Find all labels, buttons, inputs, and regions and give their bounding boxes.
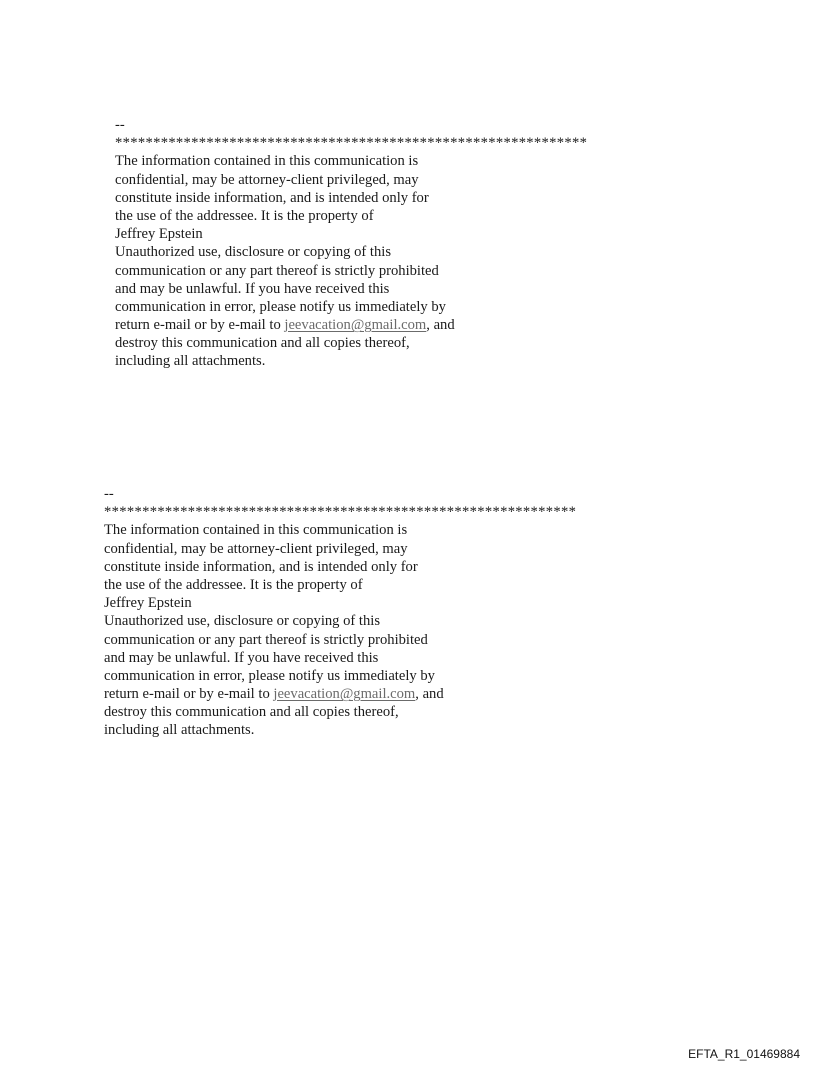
disclaimer-line: including all attachments. [104, 722, 255, 739]
disclaimer-line: Jeffrey Epstein [104, 595, 192, 612]
disclaimer-line: Unauthorized use, disclosure or copying of this [115, 244, 392, 261]
disclaimer-line: communication in error, please notify us immediately by [115, 298, 446, 315]
asterisk-divider: ************************************************************** [104, 504, 577, 521]
disclaimer-email-line [104, 685, 576, 703]
signature-separator: -- [115, 117, 125, 133]
document-id: EFTA_R1_01469884 [688, 1047, 800, 1061]
disclaimer-line: The information contained in this communication is [115, 153, 419, 170]
disclaimer-line: including all attachments. [115, 353, 266, 370]
disclaimer-line: constitute inside information, and is intended only for [115, 189, 429, 206]
disclaimer-line: and may be unlawful. If you have received this [115, 280, 390, 297]
email-prefix-text: return e-mail or by e-mail to [115, 317, 285, 334]
email-prefix-text: return e-mail or by e-mail to [104, 686, 274, 703]
disclaimer-line: communication in error, please notify us immediately by [104, 667, 435, 684]
disclaimer-line: Unauthorized use, disclosure or copying of this [104, 613, 381, 630]
disclaimer-line: and may be unlawful. If you have received this [104, 649, 379, 666]
disclaimer-line: Jeffrey Epstein [115, 226, 203, 243]
disclaimer-line: The information contained in this communication is [104, 522, 408, 539]
disclaimer-line: confidential, may be attorney-client privileged, may [115, 171, 419, 188]
disclaimer-line: destroy this communication and all copies thereof, [115, 335, 410, 352]
email-link[interactable]: jeevacation@gmail.com [273, 686, 416, 703]
email-link[interactable]: jeevacation@gmail.com [284, 317, 427, 334]
disclaimer-email-line [115, 316, 587, 334]
disclaimer-line: communication or any part thereof is strictly prohibited [115, 262, 439, 279]
email-suffix-text: , and [415, 686, 444, 703]
email-suffix-text: , and [426, 317, 455, 334]
signature-separator: -- [104, 486, 114, 502]
disclaimer-block-1 [115, 116, 587, 371]
disclaimer-line: the use of the addressee. It is the property of [115, 207, 374, 224]
disclaimer-block-2 [104, 485, 576, 740]
disclaimer-line: communication or any part thereof is strictly prohibited [104, 631, 428, 648]
asterisk-divider: ************************************************************** [115, 135, 588, 152]
disclaimer-line: destroy this communication and all copies thereof, [104, 704, 399, 721]
disclaimer-line: confidential, may be attorney-client privileged, may [104, 540, 408, 557]
disclaimer-line: the use of the addressee. It is the property of [104, 576, 363, 593]
disclaimer-line: constitute inside information, and is intended only for [104, 558, 418, 575]
